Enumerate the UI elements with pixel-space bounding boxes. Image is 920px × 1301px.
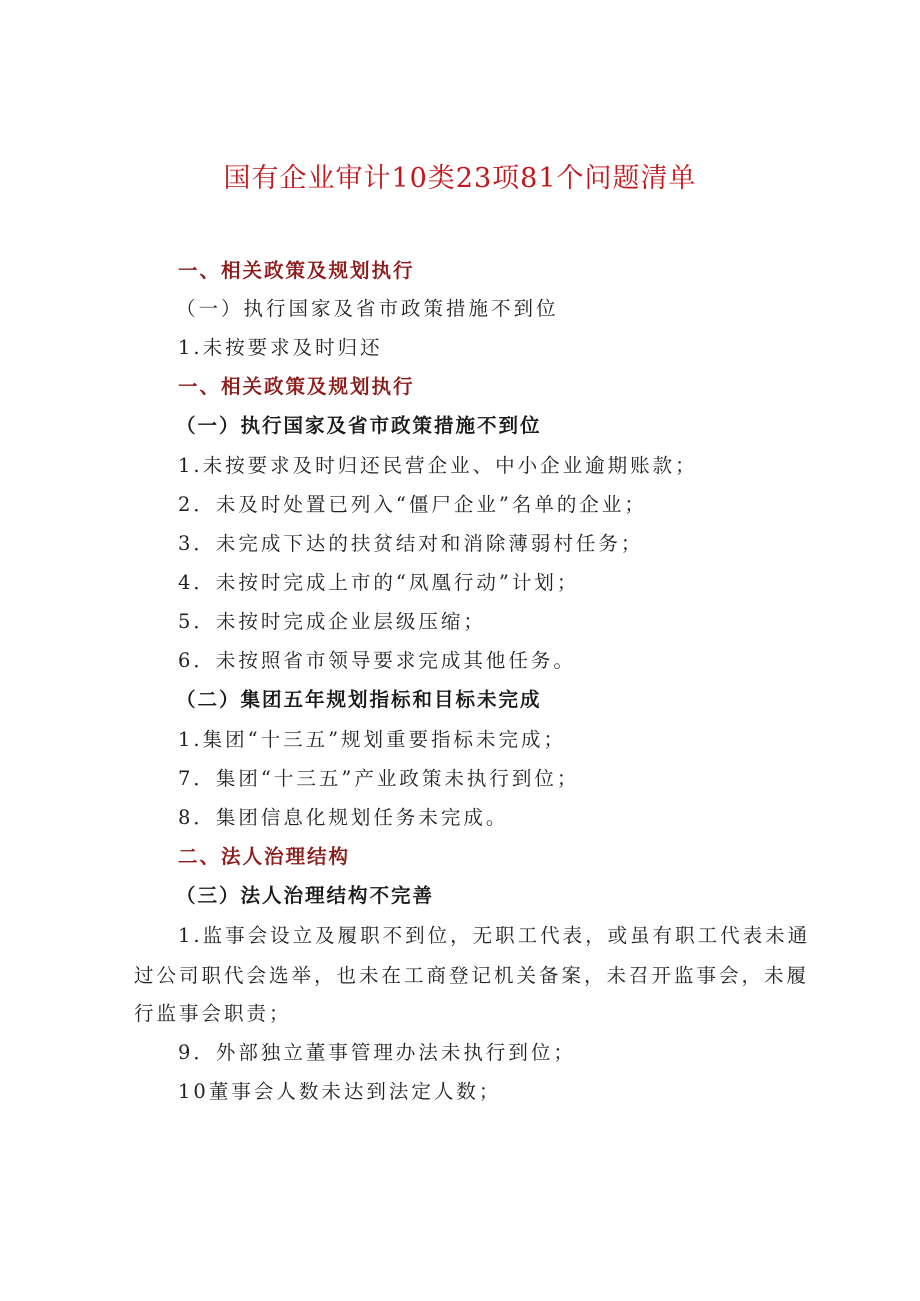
item-line: 7．集团“十三五”产业政策未执行到位； <box>178 767 580 790</box>
item-line: 4．未按时完成上市的“凤凰行动”计划； <box>178 571 580 594</box>
item-line: 1.未按要求及时归还民营企业、中小企业逾期账款； <box>178 454 698 477</box>
subsection-heading-1: （一）执行国家及省市政策措施不到位 <box>176 414 542 437</box>
subsection-heading-2: （二）集团五年规划指标和目标未完成 <box>176 688 542 711</box>
item-line: 9．外部独立董事管理办法未执行到位； <box>178 1041 576 1064</box>
paragraph-line: 1.监事会设立及履职不到位，无职工代表，或虽有职工代表未通 <box>178 924 811 947</box>
section-heading-1-repeat: 一、相关政策及规划执行 <box>178 375 415 398</box>
item-line: 2．未及时处置已列入“僵尸企业”名单的企业； <box>178 493 647 516</box>
section-heading-1: 一、相关政策及规划执行 <box>178 259 415 282</box>
paragraph-line: 过公司职代会选举，也未在工商登记机关备案，未召开监事会，未履 <box>134 964 810 987</box>
item-line: 6．未按照省市领导要求完成其他任务。 <box>178 649 576 672</box>
item-line: 8．集团信息化规划任务未完成。 <box>178 806 509 829</box>
section-heading-2: 二、法人治理结构 <box>178 845 351 868</box>
item-line: 5．未按时完成企业层级压缩； <box>178 610 486 633</box>
paragraph-line: 行监事会职责； <box>134 1002 292 1025</box>
item-line: 10董事会人数未达到法定人数； <box>178 1080 502 1103</box>
item-line: 1.未按要求及时归还 <box>178 336 383 359</box>
subsection-line: （一）执行国家及省市政策措施不到位 <box>176 297 559 320</box>
document-title: 国有企业审计10类23项81个问题清单 <box>223 163 697 194</box>
item-line: 3．未完成下达的扶贫结对和消除薄弱村任务； <box>178 532 644 555</box>
subsection-heading-3: （三）法人治理结构不完善 <box>176 884 435 907</box>
item-line: 1.集团“十三五”规划重要指标未完成； <box>178 728 567 751</box>
